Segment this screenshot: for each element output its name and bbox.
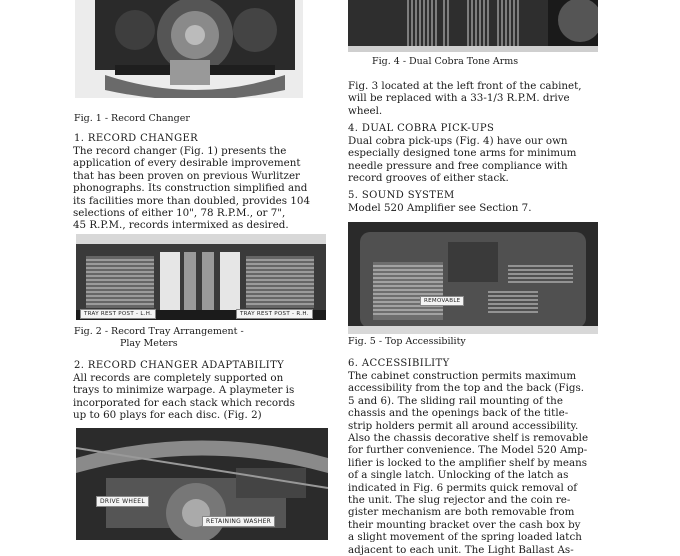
section4-line: especially designed tone arms for minimum [348,147,577,160]
section1-line: phonographs. Its construction simplified and [73,182,308,195]
section1-paragraph [73,145,329,232]
continued-paragraph [348,80,600,117]
fig4-tone-arms-photo [348,0,598,52]
section4-heading: 4. DUAL COBRA PICK-UPS [348,123,495,134]
section6-line: a slight movement of the spring loaded latch [348,531,582,544]
section2-line: up to 60 plays for each disc. (Fig. 2) [73,409,262,422]
section6-paragraph [348,370,600,556]
section6-line: The cabinet construction permits maximum [348,370,577,382]
continued-line: wheel. [348,104,383,117]
section5-line: Model 520 Amplifier see Section 7. [348,202,532,214]
section4-line: record grooves of either stack. [348,172,509,185]
fig3-label-retaining-washer: RETAINING WASHER [202,516,275,527]
section6-line: adjacent to each unit. The Light Ballast As- [348,543,574,556]
fig4-photo-art [348,0,598,52]
section6-line: lifier is locked to the amplifier shelf by means [348,456,588,469]
section4-line: Dual cobra pick-ups (Fig. 4) have our own [348,135,568,147]
section1-line: its facilities more than doubled, provides 104 [73,194,310,207]
fig5-caption: Fig. 5 - Top Accessibility [348,336,466,347]
fig5-photo-art [348,222,598,334]
fig5-top-accessibility-photo [348,222,598,334]
section6-line: the unit. The slug rejector and the coin re- [348,494,571,507]
section6-line: accessibility from the top and the back (Figs. [348,382,585,395]
fig3-label-drive-wheel: DRIVE WHEEL [96,496,149,507]
section2-line: trays to minimize warpage. A playmeter is [73,384,295,397]
section2-line: incorporated for each stack which records [73,396,295,409]
section4-line: needle pressure and free compliance with [348,159,568,172]
section6-line: Also the chassis decorative shelf is removable [348,432,589,445]
fig2-caption-line2: Play Meters [120,338,178,349]
fig3-drive-wheel-photo [76,428,328,540]
fig4-caption: Fig. 4 - Dual Cobra Tone Arms [372,56,519,67]
section2-paragraph [73,372,329,422]
section2-line: All records are completely supported on [73,372,284,384]
section6-line: chassis and the openings back of the title- [348,407,569,420]
fig1-photo-art [75,0,303,98]
section6-line: of a single latch. Unlocking of the latch as [348,469,569,482]
section1-line: that has been proven on previous Wurlitzer [73,169,300,182]
section6-line: for further convenience. The Model 520 Amp- [348,444,588,457]
continued-line: will be replaced with a 33-1/3 R.P.M. drive [348,92,570,105]
fig2-photo-art [76,234,326,320]
section1-line: application of every desirable improvement [73,157,301,170]
fig5-label-removable: REMOVABLE [420,296,464,306]
section1-line: 45 R.P.M., records intermixed as desired. [73,219,289,232]
section6-line: 5 and 6). The sliding rail mounting of the [348,394,563,407]
section1-heading: 1. RECORD CHANGER [74,133,199,144]
section5-paragraph [348,202,600,214]
section1-line: The record changer (Fig. 1) presents the [73,145,287,157]
section6-line: their mounting bracket over the cash box by [348,518,581,531]
continued-line: Fig. 3 located at the left front of the cabinet, [348,80,582,92]
fig2-record-tray-photo [76,234,326,320]
section6-line: indicated in Fig. 6 permits quick removal of [348,481,578,494]
section6-line: gister mechanism are both removable from [348,506,575,519]
section6-heading: 6. ACCESSIBILITY [348,358,450,369]
fig2-label-right: TRAY REST POST - R.H. [236,309,313,319]
fig2-label-left: TRAY REST POST - L.H. [80,309,156,319]
fig1-record-changer-photo [75,0,303,98]
fig1-caption: Fig. 1 - Record Changer [74,113,190,124]
section6-line: strip holders permit all around accessibility. [348,419,579,432]
section1-line: selections of either 10", 78 R.P.M., or 7", [73,207,286,220]
fig2-caption-line1: Fig. 2 - Record Tray Arrangement - [74,326,244,337]
section2-heading: 2. RECORD CHANGER ADAPTABILITY [74,360,285,371]
section5-heading: 5. SOUND SYSTEM [348,190,455,201]
section4-paragraph [348,135,600,185]
